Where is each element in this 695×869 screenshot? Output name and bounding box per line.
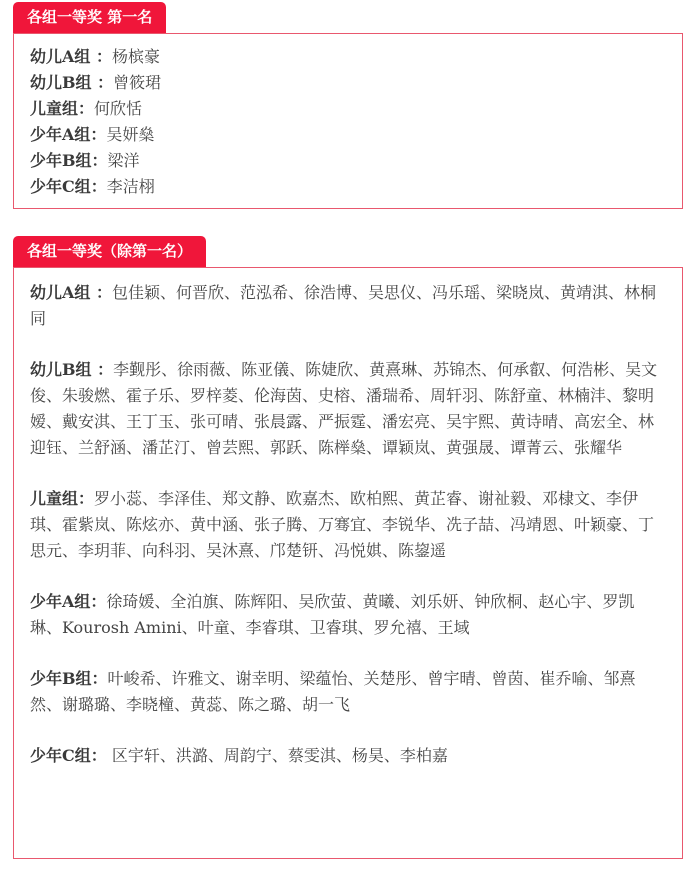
group-label: 少年A组： (30, 125, 107, 144)
first-place-row (30, 148, 666, 174)
first-place-box (13, 33, 683, 209)
winner-names: 区宇轩、洪潞、周韵宁、蔡雯淇、杨昊、李柏嘉 (106, 746, 448, 765)
group-label: 少年A组： (30, 592, 107, 611)
first-place-row (30, 174, 666, 200)
first-place-row (30, 96, 666, 122)
first-place-row (30, 122, 666, 148)
first-place-row (30, 70, 666, 96)
winner-names: 吴妍燊 (106, 125, 155, 144)
other-first-prize-box (13, 267, 683, 859)
group-label: 儿童组： (30, 489, 95, 508)
other-first-prize-section (13, 236, 683, 859)
winner-names: 李觐彤、徐雨薇、陈亚儀、陈婕欣、黄熹琳、苏锦杰、何承叡、何浩彬、吴文俊、朱骏燃、霍子乐、罗梓菱、伦海茵、史榕、潘瑞希、周轩羽、陈舒童、林楠沣、黎明嫒、戴安淇、王丁玉、张可晴、张晨露、严振霆、潘宏亮、吴宇熙、黄诗晴、高宏全、林迎钰、兰舒涵、潘芷汀、曾芸熙、郭跃、陈榉燊、谭颖岚、黄强晟、谭菁云、张耀华 (30, 360, 658, 457)
winner-names: 李洁栩 (106, 177, 155, 196)
group-entry (30, 280, 666, 332)
winner-names: 叶峻希、许雅文、谢幸明、梁蕴怡、关楚彤、曾宇晴、曾茵、崔乔喻、邹熹然、谢璐璐、李晓橦、黄蕊、陈之璐、胡一飞 (30, 669, 636, 714)
winner-names: 梁洋 (107, 151, 140, 170)
group-entry (30, 486, 666, 564)
group-entry (30, 666, 666, 718)
group-label: 幼儿A组 ： (30, 47, 112, 66)
group-label: 幼儿B组 ： (30, 73, 114, 92)
group-label: 少年C组： (30, 746, 107, 765)
group-label: 儿童组： (30, 99, 95, 118)
group-entry (30, 357, 666, 461)
other-first-prize-tag: 各组一等奖（除第一名） (13, 236, 206, 267)
winner-names: 罗小蕊、李泽佳、郑文静、欧嘉杰、欧柏熙、黄芷睿、谢祉毅、邓棣文、李伊琪、霍紫岚、陈炫亦、黄中涵、张子腾、万骞宜、李锐华、冼子喆、冯靖恩、叶颖豪、丁思元、李玥菲、向科羽、吴沐熹、邝楚钘、冯悦娸、陈鋆遥 (30, 489, 655, 560)
first-place-tag: 各组一等奖 第一名 (13, 2, 166, 33)
winner-names: 何欣恬 (94, 99, 143, 118)
winner-names: 杨槟豪 (112, 47, 161, 66)
group-label: 少年C组： (30, 177, 107, 196)
group-label: 少年B组： (30, 669, 108, 688)
winner-names: 包佳颖、何晋欣、范泓希、徐浩博、吴思仪、冯乐瑶、梁晓岚、黄靖淇、林桐同 (30, 283, 657, 328)
first-place-section (13, 2, 683, 209)
group-label: 幼儿B组 ： (30, 360, 114, 379)
group-label: 幼儿A组 ： (30, 283, 112, 302)
group-entry (30, 743, 666, 769)
group-label: 少年B组： (30, 151, 108, 170)
winner-names: 徐琦媛、全泊旗、陈辉阳、吴欣萤、黄曦、刘乐妍、钟欣桐、赵心宇、罗凯琳、Kourosh Amini、叶童、李睿琪、卫睿琪、罗允禧、王域 (30, 592, 635, 637)
winner-names: 曾筱珺 (113, 73, 162, 92)
first-place-row (30, 44, 666, 70)
group-entry (30, 589, 666, 641)
